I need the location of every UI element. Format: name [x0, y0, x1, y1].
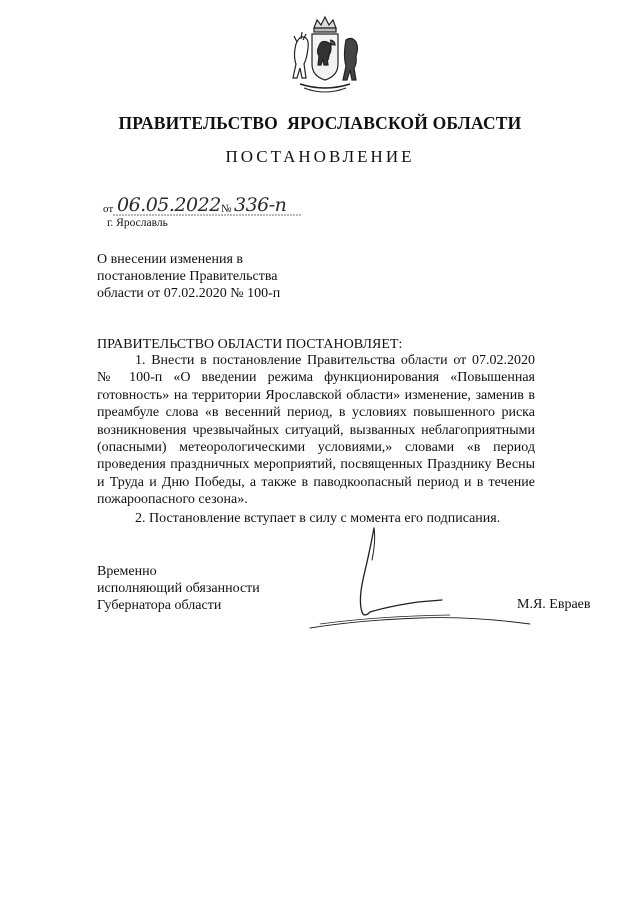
document-body	[97, 352, 535, 527]
handwritten-number: 336-п	[234, 194, 287, 216]
subject-line: постановление Правительства	[97, 269, 278, 284]
handwritten-signature-icon	[300, 520, 540, 640]
document-subject	[97, 251, 337, 302]
number-prefix: №	[221, 203, 232, 215]
city-label: г. Ярославль	[107, 217, 168, 229]
date-prefix: от	[103, 203, 114, 215]
subject-line: области от 07.02.2020 № 100-п	[97, 286, 281, 301]
body-paragraph: 1. Внести в постановление Правительства области от 07.02.2020 № 100-п «О введении режима функционирования «Повышенная готовность» на территории Ярославской области» изменение, заменив в преамбуле слова «в весенний период, в условиях повышенного риска возникновения чрезвычайных ситуаций, вызванных неблагоприятными (опасными) метеорологическими условиями,» словами «в период проведения праздничных мероприятий, посвященных Празднику Весны и Труда и Дню Победы, а также в паводкоопасный период и в течение пожароопасного сезона».	[97, 353, 535, 508]
body-paragraph: 2. Постановление вступает в силу с момента его подписания.	[135, 510, 501, 526]
signer-position-line: исполняющий обязанности	[97, 581, 260, 596]
government-title: ПРАВИТЕЛЬСТВО ЯРОСЛАВСКОЙ ОБЛАСТИ	[118, 113, 522, 133]
registration-line	[103, 194, 323, 218]
coat-of-arms-icon	[284, 14, 366, 96]
signer-position	[97, 563, 260, 614]
handwritten-date: 06.05.2022	[117, 194, 221, 216]
document-kind: ПОСТАНОВЛЕНИЕ	[225, 147, 415, 166]
subject-line: О внесении изменения в	[97, 252, 243, 267]
signer-name: М.Я. Евраев	[517, 597, 591, 612]
resolves-heading: ПРАВИТЕЛЬСТВО ОБЛАСТИ ПОСТАНОВЛЯЕТ:	[97, 337, 403, 352]
signer-position-line: Временно	[97, 564, 157, 579]
signer-position-line: Губернатора области	[97, 598, 222, 613]
